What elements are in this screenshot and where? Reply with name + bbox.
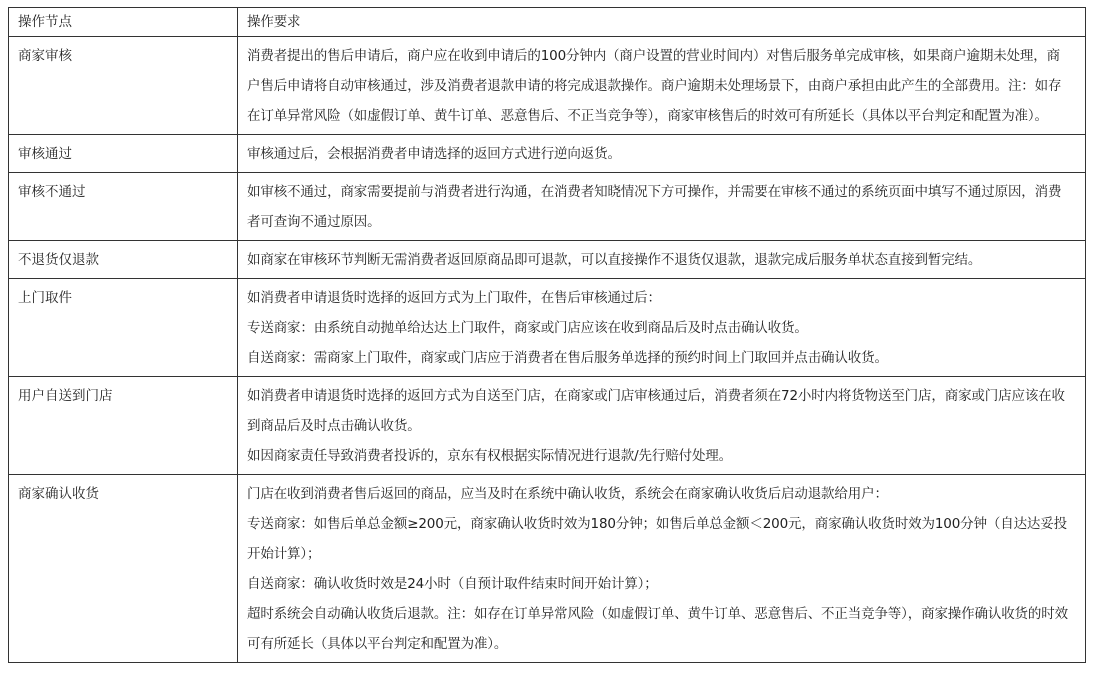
row-requirement <box>238 241 1086 279</box>
row-node: 不退货仅退款 <box>9 241 238 279</box>
requirement-paragraph: 如审核不通过，商家需要提前与消费者进行沟通，在消费者知晓情况下方可操作，并需要在审核不通过的系统页面中填写不通过原因，消费者可查询不通过原因。 <box>247 184 1062 230</box>
row-node: 商家确认收货 <box>9 475 238 663</box>
header-node: 操作节点 <box>9 8 238 37</box>
requirement-paragraph: 消费者提出的售后申请后，商户应在收到申请后的100分钟内（商户设置的营业时间内）对售后服务单完成审核，如果商户逾期未处理，商户售后申请将自动审核通过，涉及消费者退款申请的将完成退款操作。商户逾期未处理场景下，由商户承担由此产生的全部费用。注：如存在订单异常风险（如虚假订单、黄牛订单、恶意售后、不正当竞争等），商家审核售后的时效可有所延长（具体以平台判定和配置为准）。 <box>247 48 1062 124</box>
requirement-paragraph: 专送商家：由系统自动抛单给达达上门取件，商家或门店应该在收到商品后及时点击确认收货。 <box>247 320 808 336</box>
table-row <box>9 173 1086 241</box>
row-node: 用户自送到门店 <box>9 377 238 475</box>
row-node: 上门取件 <box>9 279 238 377</box>
row-requirement <box>238 37 1086 135</box>
row-node: 商家审核 <box>9 37 238 135</box>
requirement-paragraph: 如消费者申请退货时选择的返回方式为上门取件，在售后审核通过后： <box>247 290 661 306</box>
requirement-paragraph: 专送商家：如售后单总金额≥200元，商家确认收货时效为180分钟；如售后单总金额＜200元，商家确认收货时效为100分钟（自达达妥投开始计算）； <box>247 516 1067 562</box>
table-header-row <box>9 8 1086 37</box>
operation-requirements-table <box>8 7 1086 663</box>
table-row <box>9 475 1086 663</box>
requirement-paragraph: 自送商家：确认收货时效是24小时（自预计取件结束时间开始计算）； <box>247 576 658 592</box>
row-requirement <box>238 377 1086 475</box>
table-row <box>9 37 1086 135</box>
requirement-paragraph: 如消费者申请退货时选择的返回方式为自送至门店，在商家或门店审核通过后，消费者须在72小时内将货物送至门店，商家或门店应该在收到商品后及时点击确认收货。 <box>247 388 1065 434</box>
row-node: 审核通过 <box>9 135 238 173</box>
requirement-paragraph: 如因商家责任导致消费者投诉的，京东有权根据实际情况进行退款/先行赔付处理。 <box>247 448 732 464</box>
requirement-paragraph: 如商家在审核环节判断无需消费者返回原商品即可退款，可以直接操作不退货仅退款，退款完成后服务单状态直接到暂完结。 <box>247 252 982 268</box>
requirement-paragraph: 门店在收到消费者售后返回的商品，应当及时在系统中确认收货，系统会在商家确认收货后启动退款给用户： <box>247 486 888 502</box>
row-requirement <box>238 279 1086 377</box>
header-requirement: 操作要求 <box>238 8 1086 37</box>
row-node: 审核不通过 <box>9 173 238 241</box>
row-requirement <box>238 173 1086 241</box>
table-row <box>9 241 1086 279</box>
requirement-paragraph: 超时系统会自动确认收货后退款。注：如存在订单异常风险（如虚假订单、黄牛订单、恶意售后、不正当竞争等），商家操作确认收货的时效可有所延长（具体以平台判定和配置为准）。 <box>247 606 1068 652</box>
table-row <box>9 377 1086 475</box>
row-requirement <box>238 475 1086 663</box>
requirement-paragraph: 审核通过后，会根据消费者申请选择的返回方式进行逆向返货。 <box>247 146 621 162</box>
table-row <box>9 135 1086 173</box>
row-requirement <box>238 135 1086 173</box>
table-row <box>9 279 1086 377</box>
requirement-paragraph: 自送商家：需商家上门取件，商家或门店应于消费者在售后服务单选择的预约时间上门取回并点击确认收货。 <box>247 350 888 366</box>
